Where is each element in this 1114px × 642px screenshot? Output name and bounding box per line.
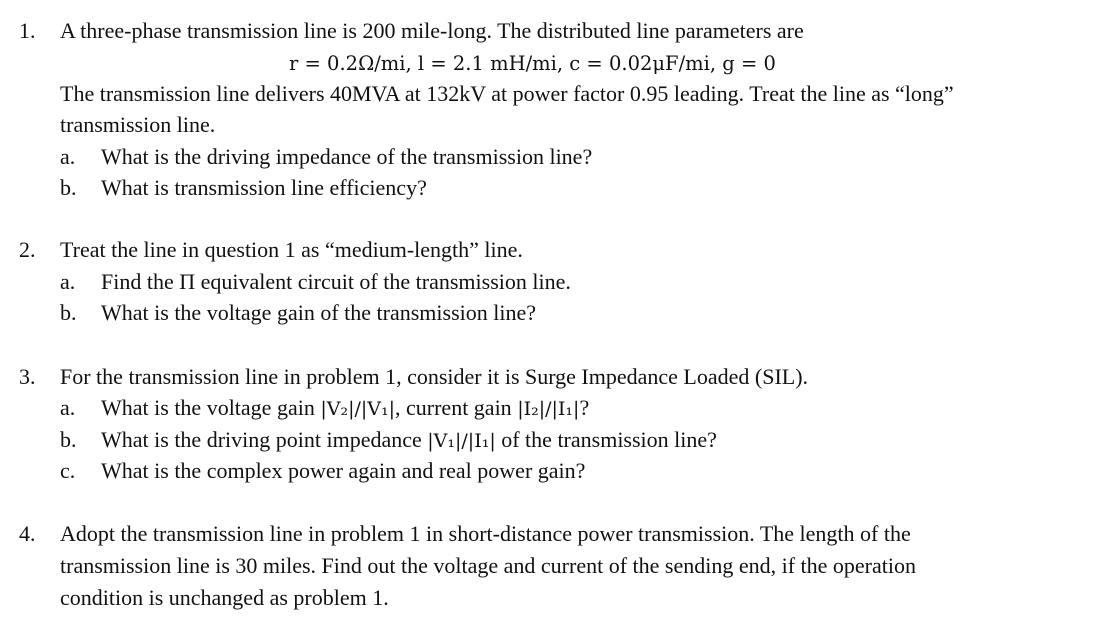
- current-gain-expression: |I₂|/|I₁|: [517, 398, 580, 420]
- text-segment: of the transmission line?: [495, 427, 717, 452]
- text-segment: What is the driving point impedance: [101, 427, 428, 452]
- subquestion-label: a.: [60, 395, 76, 420]
- problem-number: 3.: [19, 364, 36, 389]
- problem-number: 2.: [19, 237, 36, 262]
- text-segment: , current gain: [395, 395, 518, 420]
- subquestion-label: b.: [60, 175, 77, 200]
- problem-number: 1.: [19, 18, 36, 43]
- subquestion-label: b.: [60, 427, 77, 452]
- subquestion-text: [101, 427, 717, 454]
- problem-text: For the transmission line in problem 1, consider it is Surge Impedance Loaded (SIL).: [60, 364, 809, 389]
- text-segment: What is the voltage gain: [101, 395, 321, 420]
- subquestion-text: What is the complex power again and real power gain?: [101, 458, 586, 483]
- problem-text: The transmission line delivers 40MVA at 132kV at power factor 0.95 leading. Treat the line as “long”: [60, 81, 954, 106]
- problem-text: transmission line is 30 miles. Find out the voltage and current of the sending end, if the operation: [60, 553, 917, 578]
- problem-text: condition is unchanged as problem 1.: [60, 585, 389, 610]
- subquestion-text: What is transmission line efficiency?: [101, 175, 427, 200]
- subquestion-label: b.: [60, 300, 77, 325]
- subquestion-text: Find the Π equivalent circuit of the transmission line.: [101, 269, 571, 294]
- line-parameters-equation: r = 0.2Ω/mi, l = 2.1 mH/mi, c = 0.02μF/mi, g = 0: [289, 52, 776, 75]
- text-segment: ?: [579, 395, 590, 420]
- problem-number: 4.: [19, 521, 36, 546]
- problem-text: A three-phase transmission line is 200 mile-long. The distributed line parameters are: [60, 18, 804, 43]
- subquestion-text: What is the driving impedance of the transmission line?: [101, 144, 593, 169]
- subquestion-text: What is the voltage gain of the transmission line?: [101, 300, 537, 325]
- subquestion-label: a.: [60, 269, 76, 294]
- subquestion-label: a.: [60, 144, 76, 169]
- voltage-gain-expression: |V₂|/|V₁|: [320, 398, 396, 420]
- driving-point-impedance-expression: |V₁|/|I₁|: [427, 430, 496, 452]
- subquestion-label: c.: [60, 458, 76, 483]
- subquestion-text: [101, 395, 589, 422]
- problem-text: Adopt the transmission line in problem 1 in short-distance power transmission. The length of the: [60, 521, 911, 546]
- problem-text: transmission line.: [60, 112, 216, 137]
- problem-text: Treat the line in question 1 as “medium-length” line.: [60, 237, 523, 262]
